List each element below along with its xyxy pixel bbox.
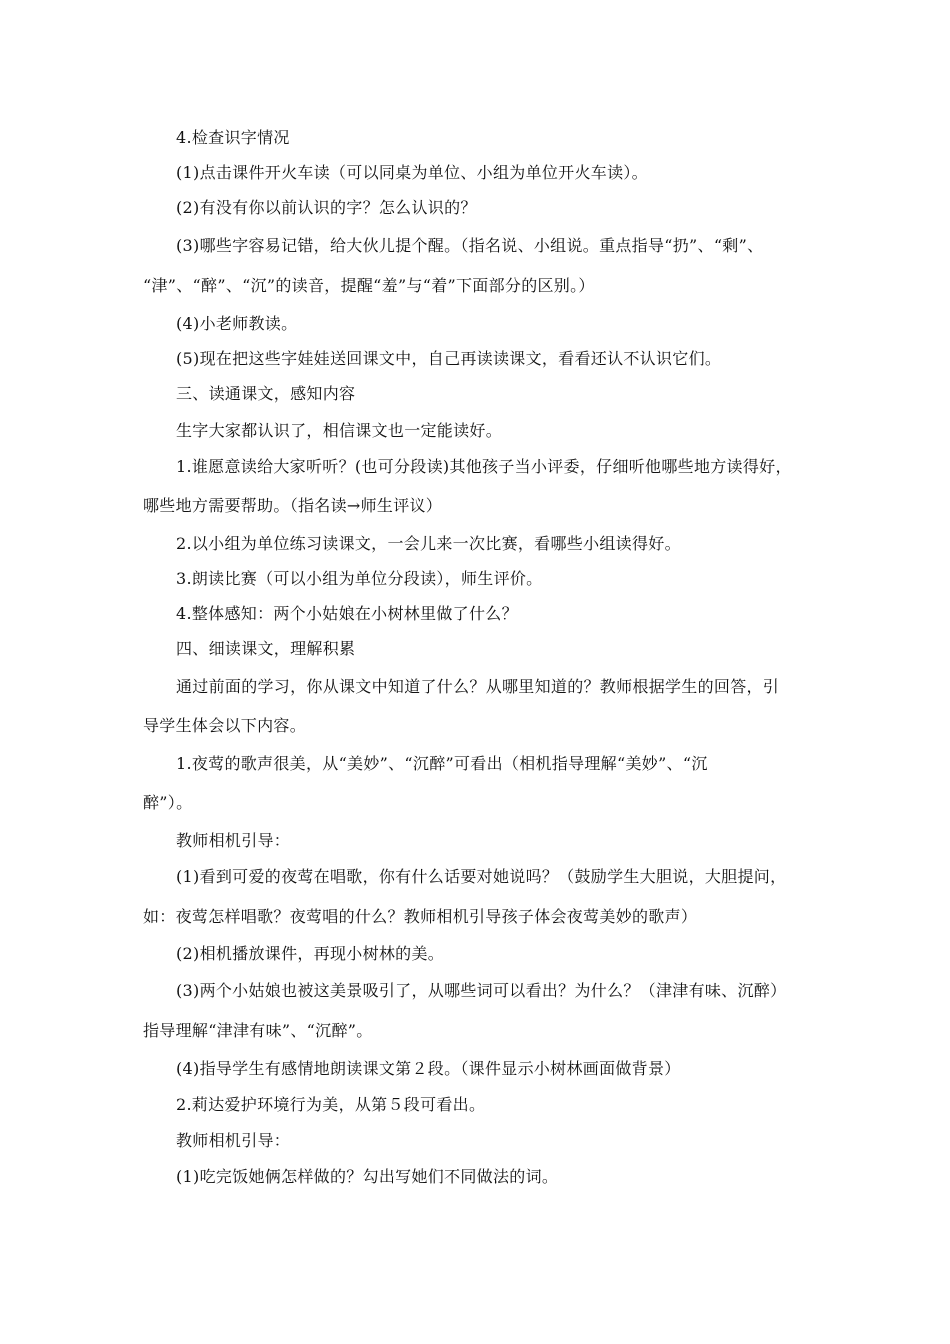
paragraph-line: (4)指导学生有感情地朗读课文第２段。（课件显示小树林画面做背景） [176, 1059, 681, 1078]
section-heading: 四、细读课文，理解积累 [176, 639, 356, 658]
paragraph-line: 2.以小组为单位练习读课文，一会儿来一次比赛，看哪些小组读得好。 [176, 534, 681, 553]
paragraph-line: (3)哪些字容易记错，给大伙儿提个醒。（指名说、小组说。重点指导“扔”、“剩”、 [176, 236, 764, 255]
paragraph-line: 通过前面的学习，你从课文中知道了什么？从哪里知道的？教师根据学生的回答，引 [176, 677, 780, 696]
paragraph-line: 醉”）。 [143, 793, 193, 812]
paragraph-line: 1.谁愿意读给大家听听？(也可分段读)其他孩子当小评委，仔细听他哪些地方读得好， [176, 457, 792, 476]
paragraph-line: 生字大家都认识了，相信课文也一定能读好。 [176, 421, 503, 440]
paragraph-line: 哪些地方需要帮助。（指名读→师生评议） [143, 496, 443, 515]
paragraph-line: 3.朗读比赛（可以小组为单位分段读），师生评价。 [176, 569, 543, 588]
paragraph-line: (1)看到可爱的夜莺在唱歌，你有什么话要对她说吗？（鼓励学生大胆说，大胆提问， [176, 867, 787, 886]
paragraph-line: 指导理解“津津有味”、“沉醉”。 [143, 1021, 373, 1040]
paragraph-line: 教师相机引导： [176, 831, 291, 850]
paragraph-line: (1)点击课件开火车读（可以同桌为单位、小组为单位开火车读）。 [176, 163, 648, 182]
section-heading: 三、读通课文，感知内容 [176, 384, 356, 403]
paragraph-line: 如：夜莺怎样唱歌？夜莺唱的什么？教师相机引导孩子体会夜莺美妙的歌声） [143, 907, 698, 926]
paragraph-line: “津”、“醉”、“沉”的读音，提醒“羞”与“着”下面部分的区别。） [143, 276, 595, 295]
paragraph-line: 教师相机引导： [176, 1131, 291, 1150]
paragraph-line: (5)现在把这些字娃娃送回课文中，自己再读读课文，看看还认不认识它们。 [176, 349, 722, 368]
paragraph-line: (3)两个小姑娘也被这美景吸引了，从哪些词可以看出？为什么？（津津有味、沉醉） [176, 981, 787, 1000]
paragraph-line: 2.莉达爱护环境行为美，从第５段可看出。 [176, 1095, 486, 1114]
paragraph-line: (1)吃完饭她俩怎样做的？勾出写她们不同做法的词。 [176, 1167, 559, 1186]
paragraph-line: 1.夜莺的歌声很美，从“美妙”、“沉醉”可看出（相机指导理解“美妙”、“沉 [176, 754, 708, 773]
paragraph-line: (4)小老师教读。 [176, 314, 298, 333]
paragraph-line: 4.检查识字情况 [176, 128, 290, 147]
paragraph-line: (2)相机播放课件，再现小树林的美。 [176, 944, 445, 963]
paragraph-line: 导学生体会以下内容。 [143, 716, 307, 735]
paragraph-line: 4.整体感知：两个小姑娘在小树林里做了什么？ [176, 604, 518, 623]
paragraph-line: (2)有没有你以前认识的字？怎么认识的？ [176, 198, 477, 217]
